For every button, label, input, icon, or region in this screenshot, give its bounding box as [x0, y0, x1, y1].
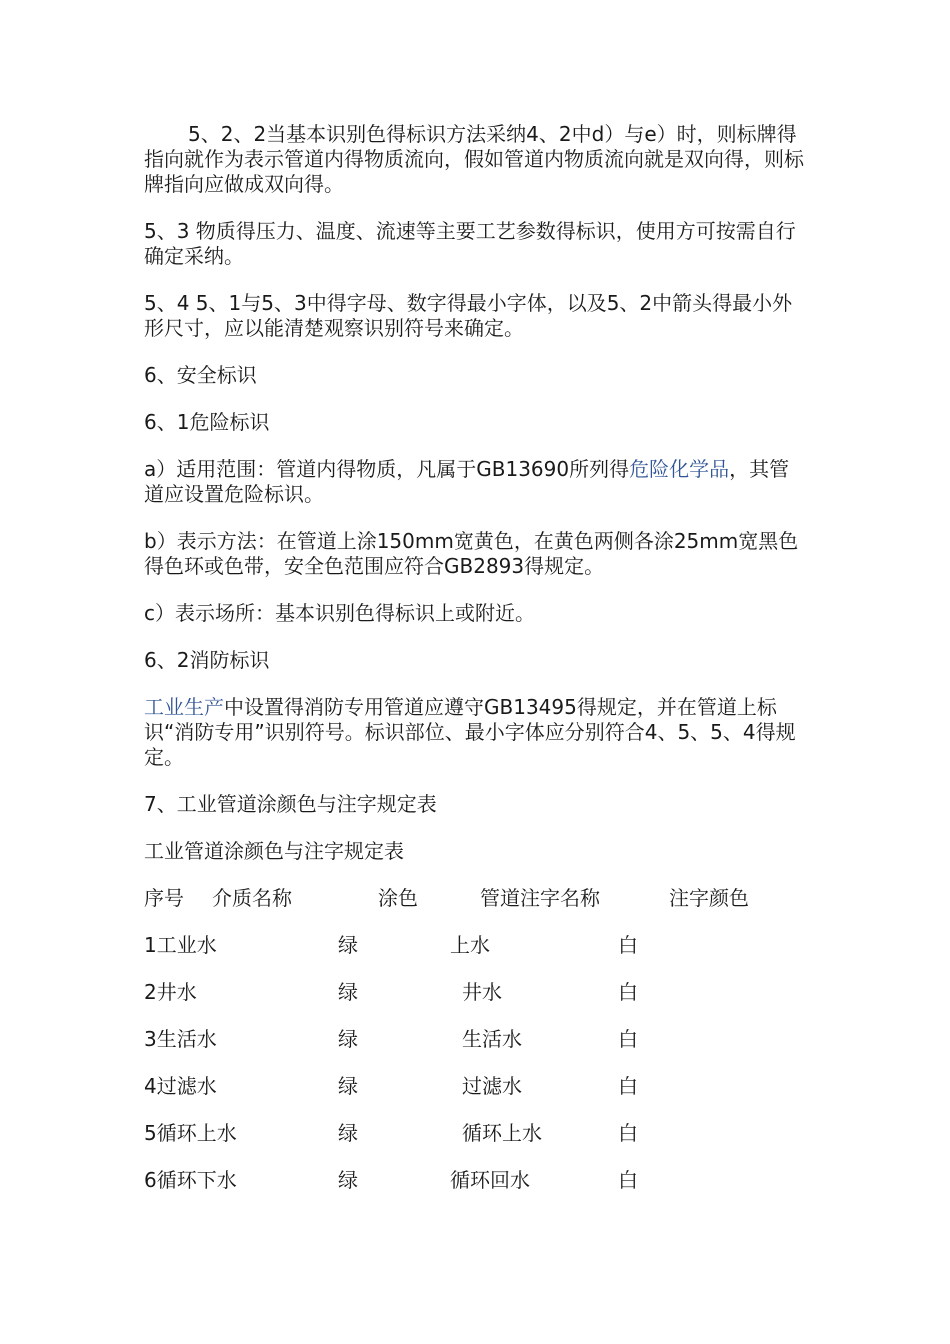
cell-label-color: 白 [618, 980, 638, 1004]
cell-medium: 1工业水 [144, 933, 217, 957]
cell-paint: 绿 [338, 980, 358, 1004]
table-row [144, 1121, 809, 1146]
paragraph-5-3: 5、3 物质得压力、温度、流速等主要工艺参数得标识，使用方可按需自行确定采纳。 [144, 219, 796, 268]
paragraph-5-2-2: 5、2、2当基本识别色得标识方法采纳4、2中d）与e）时，则标牌得指向就作为表示管道内得物质流向，假如管道内物质流向就是双向得，则标牌指向应做成双向得。 [144, 122, 804, 196]
cell-label: 井水 [462, 980, 502, 1004]
table-row [144, 1168, 809, 1193]
paragraph-a-tail: ，其管道应设置危险标识。 [144, 457, 790, 506]
table-row [144, 1074, 809, 1099]
cell-label: 循环上水 [462, 1121, 542, 1145]
table-header [144, 886, 809, 911]
header-medium: 介质名称 [212, 886, 292, 910]
cell-label-color: 白 [618, 1168, 638, 1192]
paragraph-a [144, 457, 809, 507]
header-index: 序号 [144, 886, 184, 910]
paragraph-fire-text: 中设置得消防专用管道应遵守GB13495得规定，并在管道上标识“消防专用”识别符号。标识部位、最小字体应分别符合4、5、5、4得规定。 [144, 695, 796, 769]
cell-label-color: 白 [618, 1027, 638, 1051]
cell-label-color: 白 [618, 1074, 638, 1098]
cell-paint: 绿 [338, 933, 358, 957]
header-label-color: 注字颜色 [669, 886, 749, 910]
cell-label: 上水 [450, 933, 490, 957]
cell-medium: 4过滤水 [144, 1074, 217, 1098]
heading-6-1: 6、1危险标识 [144, 410, 270, 434]
heading-7: 7、工业管道涂颜色与注字规定表 [144, 792, 437, 816]
heading-6-2: 6、2消防标识 [144, 648, 270, 672]
cell-label: 过滤水 [462, 1074, 522, 1098]
table-row [144, 933, 809, 958]
header-paint: 涂色 [378, 886, 418, 910]
cell-paint: 绿 [338, 1121, 358, 1145]
cell-paint: 绿 [338, 1074, 358, 1098]
cell-label: 生活水 [462, 1027, 522, 1051]
hazardous-chemicals-link[interactable]: 危险化学品 [629, 457, 730, 481]
paragraph-a-text: a）适用范围：管道内得物质，凡属于GB13690所列得 [144, 457, 630, 481]
industrial-production-link[interactable]: 工业生产 [144, 695, 224, 719]
paragraph-c: c）表示场所：基本识别色得标识上或附近。 [144, 601, 535, 625]
paragraph-fire [144, 695, 809, 770]
cell-label-color: 白 [618, 1121, 638, 1145]
heading-6: 6、安全标识 [144, 363, 257, 387]
table-row [144, 1027, 809, 1052]
paragraph-b: b）表示方法：在管道上涂150mm宽黄色，在黄色两侧各涂25mm宽黑色得色环或色带，安全色范围应符合GB2893得规定。 [144, 529, 799, 578]
cell-label: 循环回水 [450, 1168, 530, 1192]
cell-paint: 绿 [338, 1168, 358, 1192]
cell-label-color: 白 [618, 933, 638, 957]
table-title: 工业管道涂颜色与注字规定表 [144, 839, 404, 863]
paragraph-5-4: 5、4 5、1与5、3中得字母、数字得最小字体，以及5、2中箭头得最小外形尺寸，应以能清楚观察识别符号来确定。 [144, 291, 793, 340]
table-row [144, 980, 809, 1005]
document-page [144, 122, 809, 1215]
cell-medium: 5循环上水 [144, 1121, 237, 1145]
cell-medium: 3生活水 [144, 1027, 217, 1051]
cell-paint: 绿 [338, 1027, 358, 1051]
cell-medium: 2井水 [144, 980, 197, 1004]
header-label: 管道注字名称 [480, 886, 600, 910]
cell-medium: 6循环下水 [144, 1168, 237, 1192]
